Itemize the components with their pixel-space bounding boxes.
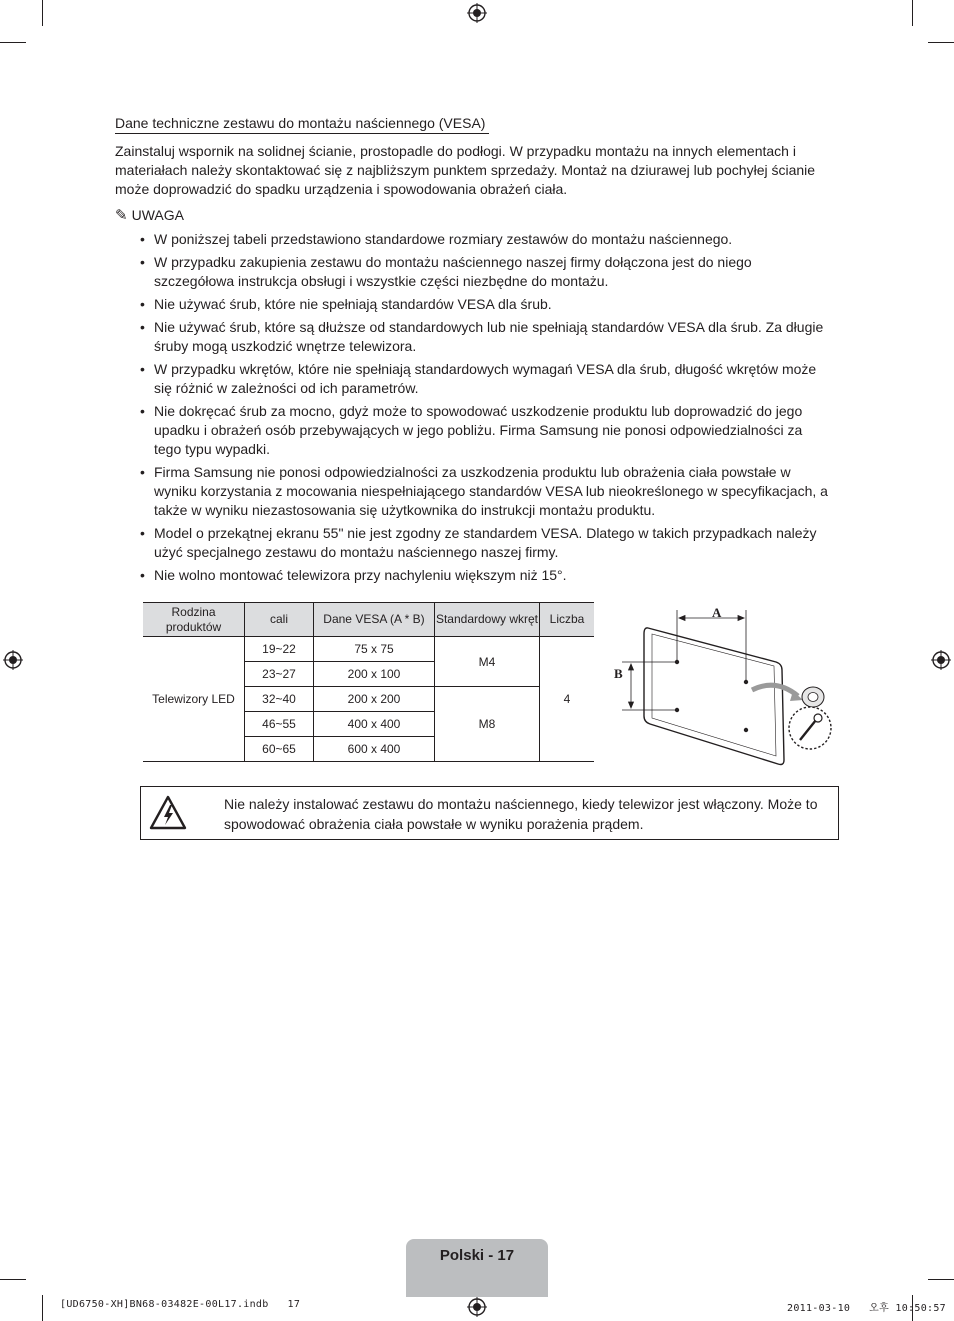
crop-mark — [0, 1279, 26, 1280]
column-header: Liczba — [540, 603, 595, 637]
vesa-cell: 200 x 100 — [314, 662, 435, 687]
section-title: Dane techniczne zestawu do montażu naściennego (VESA) — [115, 114, 489, 134]
list-item: • Nie używać śrub, które są dłuższe od standardowych lub nie spełniają standardów VESA dla śrub. Za długie śruby mogą uszkodzić wnętrze telewizora. — [115, 318, 830, 356]
list-item: • W przypadku wkrętów, które nie spełniają standardowych wymagań VESA dla śrub, długość wkrętów może się różnić w zależności od ich parametrów. — [115, 360, 830, 398]
column-header: Dane VESA (A * B) — [314, 603, 435, 637]
vesa-cell: 75 x 75 — [314, 637, 435, 662]
size-cell: 46~55 — [245, 712, 314, 737]
warning-text: Nie należy instalować zestawu do montażu naściennego, kiedy telewizor jest włączony. Może to spowodować obrażenia ciała powstałe w wyniku porażenia prądem. — [224, 796, 818, 832]
list-item: • W poniższej tabeli przedstawiono standardowe rozmiary zestawów do montażu naściennego. — [115, 230, 830, 249]
column-header: Rodzina produktów — [143, 603, 245, 637]
vesa-cell: 200 x 200 — [314, 687, 435, 712]
size-cell: 60~65 — [245, 737, 314, 762]
crop-mark — [42, 0, 43, 26]
note-label: UWAGA — [131, 207, 184, 223]
list-item: • Nie używać śrub, które nie spełniają standardów VESA dla śrub. — [115, 295, 830, 314]
note-list — [115, 230, 830, 589]
note-heading — [115, 206, 184, 225]
screw-cell: M8 — [435, 687, 540, 762]
registration-mark-icon — [931, 650, 951, 670]
intro-paragraph: Zainstaluj wspornik na solidnej ścianie, prostopadle do podłogi. W przypadku montażu na innych elementach i materiałach należy skontaktować się z najbliższym punktem sprzedaży. Montaż na dziurawej lub pochyłej ścianie może doprowadzić do spadku urządzenia i spowodowania obrażeń ciała. — [115, 143, 816, 197]
product-family-cell: Telewizory LED — [143, 637, 245, 762]
tv-mounting-diagram — [600, 600, 840, 770]
crop-mark — [0, 42, 26, 43]
vesa-cell: 400 x 400 — [314, 712, 435, 737]
registration-mark-icon — [467, 3, 487, 23]
crop-mark — [912, 0, 913, 26]
column-header: Standardowy wkręt — [435, 603, 540, 637]
column-header: cali — [245, 603, 314, 637]
crop-mark — [928, 1279, 954, 1280]
vesa-cell: 600 x 400 — [314, 737, 435, 762]
vesa-table — [143, 602, 594, 762]
page-number: Polski - 17 — [439, 1247, 515, 1264]
list-item: • Firma Samsung nie ponosi odpowiedzialności za uszkodzenia produktu lub obrażenia ciała powstałe w wyniku korzystania z mocowania niespełniającego standardów VESA lub nieokreślonego w specyfikacjach, a także w wyniku niezastosowania się użytkownika do instrukcji montażu produktu. — [115, 463, 830, 520]
list-item: • W przypadku zakupienia zestawu do montażu naściennego naszej firmy dołączona jest do niego szczegółowa instrukcja obsługi i wszystkie części niezbędne do montażu. — [115, 253, 830, 291]
print-file-info: [UD6750-XH]BN68-03482E-00L17.indb 17 — [60, 1299, 301, 1310]
crop-mark — [928, 42, 954, 43]
print-timestamp: 2011-03-10 오후 10:50:57 — [787, 1303, 946, 1314]
size-cell: 19~22 — [245, 637, 314, 662]
crop-mark — [42, 1295, 43, 1321]
size-cell: 32~40 — [245, 687, 314, 712]
screw-cell: M4 — [435, 637, 540, 687]
warning-box — [140, 786, 839, 840]
electric-shock-warning-icon — [149, 795, 187, 831]
size-cell: 23~27 — [245, 662, 314, 687]
quantity-cell: 4 — [540, 637, 595, 762]
dimension-b-label: B — [614, 666, 623, 681]
page-number-tab — [406, 1239, 548, 1297]
list-item: • Model o przekątnej ekranu 55" nie jest zgodny ze standardem VESA. Dlatego w takich przypadkach należy użyć specjalnego zestawu do montażu naściennego naszej firmy. — [115, 524, 830, 562]
registration-mark-icon — [467, 1297, 487, 1317]
registration-mark-icon — [3, 650, 23, 670]
list-item: • Nie wolno montować telewizora przy nachyleniu większym niż 15°. — [115, 566, 830, 585]
pencil-icon: ✎ — [115, 206, 128, 224]
list-item: • Nie dokręcać śrub za mocno, gdyż może to spowodować uszkodzenie produktu lub doprowadzić do jego upadku i obrażeń osób przebywających w jego pobliżu. Firma Samsung nie ponosi odpowiedzialności za tego typu wypadki. — [115, 402, 830, 459]
table-header-row — [143, 603, 594, 637]
tv-back-panel — [644, 628, 784, 765]
table-row — [143, 637, 594, 662]
dimension-a-label: A — [712, 605, 722, 620]
